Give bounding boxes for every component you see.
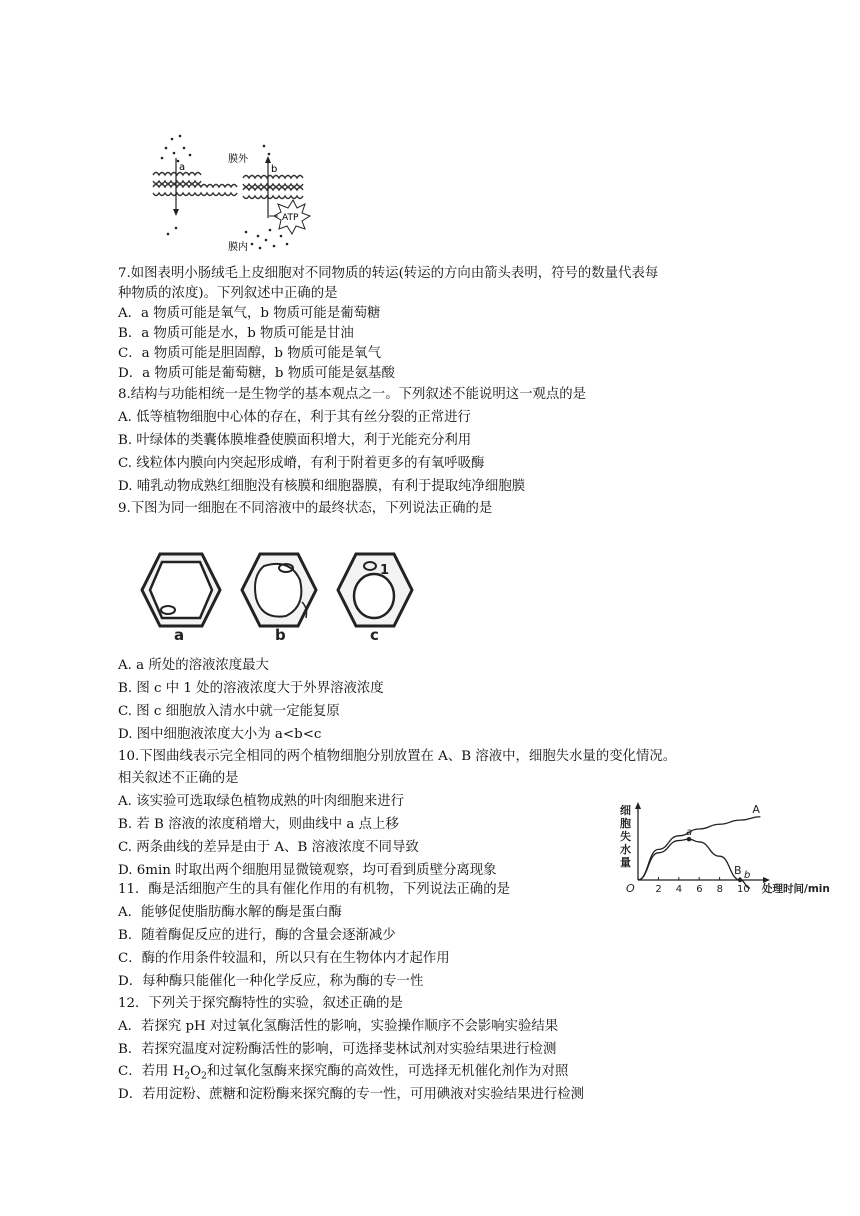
x-tick-label: 6 — [696, 884, 703, 895]
q10-stem-line2: 相关叙述不正确的是 — [118, 771, 239, 786]
arrow-b-head — [265, 156, 271, 163]
membrane-transport-figure — [148, 128, 318, 253]
series-label-B: B — [734, 864, 742, 877]
y-label-char: 细 — [620, 804, 631, 817]
dots-outside — [161, 135, 271, 163]
x-axis-label: 处理时间/min — [762, 883, 830, 895]
plant-cells-figure — [140, 550, 420, 646]
origin-label: O — [626, 882, 635, 895]
q7-option-d: D．a 物质可能是葡萄糖，b 物质可能是氨基酸 — [118, 366, 395, 381]
q9-option-c: C. 图 c 细胞放入清水中就一定能复原 — [118, 704, 340, 719]
series-label-A: A — [752, 802, 760, 816]
q7-stem-line2: 种物质的浓度)。下列叙述中正确的是 — [118, 286, 338, 301]
q8-option-c: C. 线粒体内膜向内突起形成嵴，有利于附着更多的有氧呼吸酶 — [118, 456, 485, 471]
q10-option-d: D. 6min 时取出两个细胞用显微镜观察，均可看到质壁分离现象 — [118, 863, 497, 878]
cell-label-a: a — [174, 626, 185, 644]
y-label-char: 胞 — [620, 817, 631, 830]
label-a: a — [179, 162, 186, 173]
q7-option-c: C．a 物质可能是胆固醇，b 物质可能是氧气 — [118, 346, 381, 361]
q10-option-b: B. 若 B 溶液的浓度稍增大，则曲线中 a 点上移 — [118, 817, 399, 832]
y-label-char: 水 — [620, 843, 631, 856]
q7-option-a: A．a 物质可能是氧气，b 物质可能是葡萄糖 — [118, 306, 381, 321]
q8-option-d: D. 哺乳动物成熟红细胞没有核膜和细胞器膜，有利于提取纯净细胞膜 — [118, 479, 526, 494]
q10-option-a: A. 该实验可选取绿色植物成熟的叶肉细胞来进行 — [118, 794, 404, 809]
point-b — [738, 878, 742, 882]
cell-label-c: c — [370, 626, 379, 644]
cell-c-mark: 1 — [380, 563, 390, 578]
q8-option-a: A. 低等植物细胞中心体的存在，利于其有丝分裂的正常进行 — [118, 410, 471, 425]
cell-c — [338, 554, 412, 626]
q9-option-d: D. 图中细胞液浓度大小为 a<b<c — [118, 727, 322, 742]
q9-option-b: B. 图 c 中 1 处的溶液浓度大于外界溶液浓度 — [118, 681, 384, 696]
q12c-sub2: 2 — [201, 1071, 207, 1082]
membrane-right — [243, 176, 303, 199]
q9-option-a: A. a 所处的溶液浓度最大 — [118, 658, 269, 673]
label-b: b — [271, 164, 278, 175]
point-label-b: b — [744, 870, 751, 881]
q12c-sub1: 2 — [184, 1071, 191, 1082]
q12-option-d: D．若用淀粉、蔗糖和淀粉酶来探究酶的专一性，可用碘液对实验结果进行检测 — [118, 1087, 585, 1102]
q11-option-c: C．酶的作用条件较温和，所以只有在生物体内才起作用 — [118, 951, 450, 966]
q12c-pre: C．若用 H — [118, 1064, 185, 1079]
q8-stem: 8.结构与功能相统一是生物学的基本观点之一。下列叙述不能说明这一观点的是 — [118, 387, 587, 402]
x-tick-label: 10 — [737, 884, 750, 895]
y-label-char: 量 — [620, 856, 631, 869]
q11-option-d: D．每种酶只能催化一种化学反应，称为酶的专一性 — [118, 974, 424, 989]
q9-stem: 9.下图为同一细胞在不同溶液中的最终状态，下列说法正确的是 — [118, 501, 493, 516]
q8-option-b: B. 叶绿体的类囊体膜堆叠使膜面积增大，利于光能充分利用 — [118, 433, 472, 448]
y-label-char: 失 — [620, 830, 631, 843]
q10-stem-line1: 10.下图曲线表示完全相同的两个植物细胞分别放置在 A、B 溶液中，细胞失水量的变化情况。 — [118, 749, 677, 764]
water-loss-chart — [618, 800, 850, 898]
q12c-mid: O — [190, 1064, 202, 1079]
y-axis-arrow — [635, 802, 641, 809]
q11-stem: 11．酶是活细胞产生的具有催化作用的有机物，下列说法正确的是 — [118, 882, 510, 897]
q12-option-c — [118, 1063, 568, 1086]
q12-option-b: B．若探究温度对淀粉酶活性的影响，可选择斐林试剂对实验结果进行检测 — [118, 1042, 557, 1057]
q11-option-a: A．能够促使脂肪酶水解的酶是蛋白酶 — [118, 905, 342, 920]
point-label-a: a — [686, 827, 693, 839]
q11-option-b: B．随着酶促反应的进行，酶的含量会逐渐减少 — [118, 928, 396, 943]
label-inside: 膜内 — [228, 242, 248, 253]
cell-label-b: b — [275, 626, 286, 644]
x-tick-label: 4 — [675, 884, 683, 895]
cell-a — [142, 554, 220, 626]
q12-stem: 12．下列关于探究酶特性的实验，叙述正确的是 — [118, 996, 403, 1011]
label-outside: 膜外 — [228, 154, 248, 165]
q12-option-a: A．若探究 pH 对过氧化氢酶活性的影响，实验操作顺序不会影响实验结果 — [118, 1019, 559, 1034]
cell-b — [242, 554, 316, 626]
q10-option-c: C. 两条曲线的差异是由于 A、B 溶液浓度不同导致 — [118, 840, 419, 855]
membrane-left — [153, 173, 237, 196]
series-line-A — [638, 817, 760, 880]
label-atp: ATP — [282, 213, 299, 223]
y-axis-label — [620, 803, 631, 869]
x-tick-label: 8 — [716, 884, 723, 895]
q7-option-b: B．a 物质可能是水，b 物质可能是甘油 — [118, 326, 354, 341]
q12c-post: 和过氧化氢酶来探究酶的高效性，可选择无机催化剂作为对照 — [206, 1064, 569, 1079]
x-tick-label: 2 — [655, 884, 662, 895]
q7-stem-line1: 7.如图表明小肠绒毛上皮细胞对不同物质的转运(转运的方向由箭头表明，符号的数量代表每 — [118, 266, 659, 281]
arrow-a-head — [173, 209, 179, 216]
